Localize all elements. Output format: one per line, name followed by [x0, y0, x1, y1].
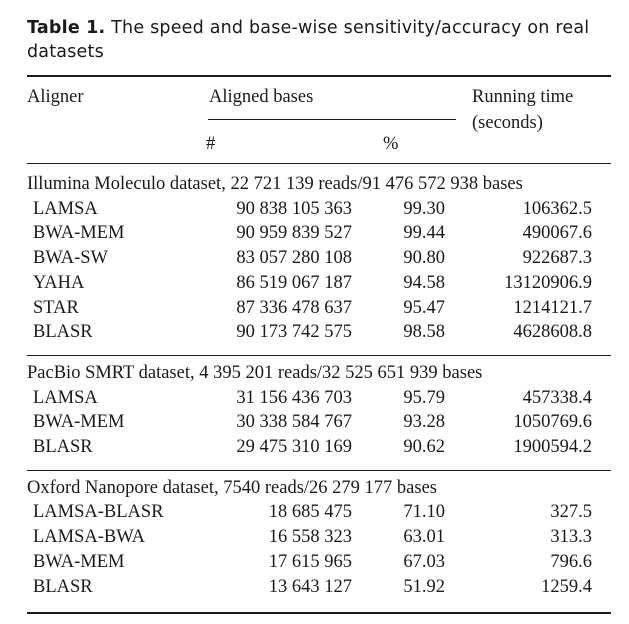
aligner-cell: BWA-SW — [33, 248, 109, 269]
header-running-time: Running time — [472, 87, 574, 107]
running-time-cell: 13120906.9 — [504, 272, 592, 293]
aligner-cell: BLASR — [33, 437, 93, 457]
aligner-cell: BWA-MEM — [33, 223, 125, 244]
running-time-cell: 313.3 — [550, 527, 592, 548]
aligner-cell: BLASR — [33, 322, 93, 343]
header-rule — [27, 163, 611, 164]
header-aligner: Aligner — [27, 87, 84, 107]
aligned-bases-cell: 17 615 965 — [268, 551, 352, 572]
header-percent: % — [383, 134, 399, 154]
aligned-bases-cell: 29 475 310 169 — [236, 437, 352, 457]
table-caption — [27, 16, 617, 64]
percent-cell: 67.03 — [403, 551, 445, 572]
aligned-bases-cell: 16 558 323 — [268, 527, 352, 548]
percent-cell: 93.28 — [403, 412, 445, 433]
running-time-cell: 1900594.2 — [513, 437, 592, 457]
aligned-bases-cell: 90 959 839 527 — [236, 223, 352, 244]
bottom-rule — [27, 612, 611, 614]
running-time-cell: 457338.4 — [522, 387, 592, 408]
percent-cell: 95.47 — [403, 297, 445, 318]
aligned-bases-subrule — [208, 119, 456, 120]
table-caption-text: The speed and base-wise sensitivity/accuracy on real datasets — [27, 18, 590, 62]
aligned-bases-cell: 13 643 127 — [268, 576, 352, 597]
percent-cell: 90.80 — [403, 248, 445, 269]
running-time-cell: 1214121.7 — [513, 297, 592, 318]
percent-cell: 94.58 — [403, 272, 445, 293]
aligned-bases-cell: 31 156 436 703 — [236, 387, 352, 408]
running-time-cell: 327.5 — [550, 502, 592, 523]
aligner-cell: YAHA — [33, 272, 85, 293]
aligned-bases-cell: 30 338 584 767 — [236, 412, 352, 433]
aligned-bases-cell: 87 336 478 637 — [236, 297, 352, 318]
section-rule — [27, 355, 611, 356]
aligner-cell: BLASR — [33, 576, 93, 597]
aligner-cell: BWA-MEM — [33, 412, 125, 433]
percent-cell: 51.92 — [403, 576, 445, 597]
running-time-cell: 1050769.6 — [513, 412, 592, 433]
aligner-cell: LAMSA-BLASR — [33, 502, 164, 523]
section-rule — [27, 470, 611, 471]
running-time-cell: 796.6 — [550, 551, 592, 572]
aligned-bases-cell: 83 057 280 108 — [236, 248, 352, 269]
header-count: # — [206, 134, 216, 154]
running-time-cell: 4628608.8 — [513, 322, 592, 343]
running-time-cell: 106362.5 — [522, 198, 592, 219]
percent-cell: 90.62 — [403, 437, 445, 457]
aligner-cell: BWA-MEM — [33, 551, 125, 572]
header-running-time-unit: (seconds) — [472, 113, 543, 133]
aligner-cell: LAMSA-BWA — [33, 527, 146, 548]
running-time-cell: 922687.3 — [522, 248, 592, 269]
aligned-bases-cell: 18 685 475 — [268, 502, 352, 523]
aligner-cell: STAR — [33, 297, 79, 318]
percent-cell: 98.58 — [403, 322, 445, 343]
percent-cell: 71.10 — [403, 502, 445, 523]
percent-cell: 99.44 — [403, 223, 445, 244]
aligned-bases-cell: 86 519 067 187 — [236, 272, 352, 293]
header-aligned-bases: Aligned bases — [209, 87, 314, 107]
percent-cell: 99.30 — [403, 198, 445, 219]
table-label: Table 1. — [27, 18, 106, 38]
section-title: PacBio SMRT dataset, 4 395 201 reads/32 525 651 939 bases — [27, 362, 483, 383]
percent-cell: 95.79 — [403, 387, 445, 408]
section-title: Oxford Nanopore dataset, 7540 reads/26 279 177 bases — [27, 477, 437, 498]
aligner-cell: LAMSA — [33, 387, 98, 408]
aligned-bases-cell: 90 173 742 575 — [236, 322, 352, 343]
aligned-bases-cell: 90 838 105 363 — [236, 198, 352, 219]
percent-cell: 63.01 — [403, 527, 445, 548]
top-rule — [27, 75, 611, 77]
running-time-cell: 490067.6 — [522, 223, 592, 244]
aligner-cell: LAMSA — [33, 198, 98, 219]
running-time-cell: 1259.4 — [541, 576, 592, 597]
section-title: Illumina Moleculo dataset, 22 721 139 reads/91 476 572 938 bases — [27, 174, 523, 194]
